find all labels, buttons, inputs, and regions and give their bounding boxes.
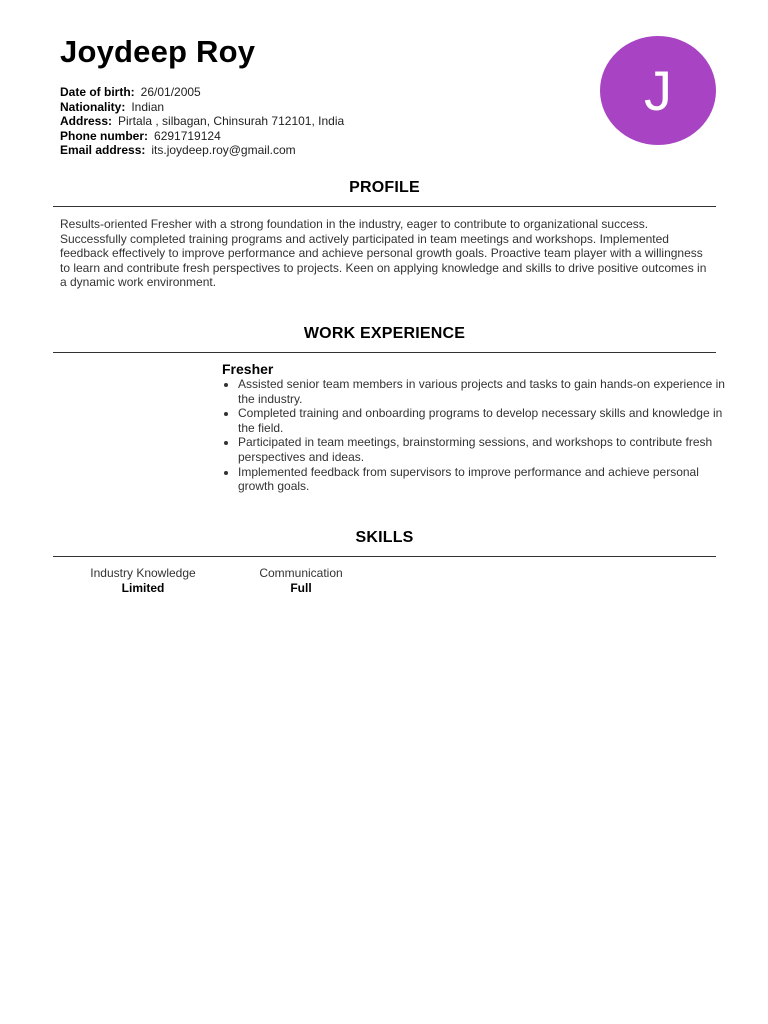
profile-summary: Results-oriented Fresher with a strong foundation in the industry, eager to contribute to organizational success. Successfully completed training programs and actively participated in team meetings and workshops. Implemented feedback effectively to improve performance and achieve personal growth goals. Proactive team player with a willingness to learn and contribute fresh perspectives to projects. Keen on applying knowledge and skills to drive positive outcomes in a dynamic work environment. xyxy=(60,217,707,290)
list-item: • Participated in team meetings, brainstorming sessions, and workshops to contribute fresh perspectives and ideas. xyxy=(238,435,728,464)
detail-value: Indian xyxy=(131,99,165,114)
avatar xyxy=(600,36,716,145)
detail-label: Email address: xyxy=(60,143,146,158)
section-divider xyxy=(53,206,716,207)
skill-industry-knowledge xyxy=(63,566,223,596)
detail-phone xyxy=(60,129,344,144)
detail-label: Nationality: xyxy=(60,99,126,114)
list-item: • Completed training and onboarding programs to develop necessary skills and knowledge in the field. xyxy=(238,406,728,435)
job-responsibilities xyxy=(222,377,728,494)
detail-value: its.joydeep.roy@gmail.com xyxy=(151,143,296,158)
detail-nationality xyxy=(60,100,344,115)
detail-value: 6291719124 xyxy=(154,128,221,143)
list-item: • Assisted senior team members in various projects and tasks to gain hands-on experience in the industry. xyxy=(238,377,728,406)
list-item: • Implemented feedback from supervisors to improve performance and achieve personal growth goals. xyxy=(238,465,728,494)
detail-label: Date of birth: xyxy=(60,85,135,99)
avatar-initial: J xyxy=(644,59,672,122)
section-title-profile: PROFILE xyxy=(349,179,420,196)
personal-details xyxy=(60,85,344,158)
skill-name: Communication xyxy=(259,566,343,580)
section-divider xyxy=(53,556,716,557)
skill-level: Limited xyxy=(121,581,165,595)
detail-address xyxy=(60,114,344,129)
section-title-work-experience: WORK EXPERIENCE xyxy=(303,325,466,342)
section-title-skills: SKILLS xyxy=(355,529,414,546)
job-title: Fresher xyxy=(222,361,274,377)
detail-label: Phone number: xyxy=(60,128,149,143)
detail-value: 26/01/2005 xyxy=(140,85,201,99)
detail-label: Address: xyxy=(60,114,113,129)
candidate-name: Joydeep Roy xyxy=(60,34,256,69)
detail-date-of-birth xyxy=(60,85,344,100)
detail-email xyxy=(60,143,344,158)
detail-value: Pirtala , silbagan, Chinsurah 712101, India xyxy=(118,114,345,129)
skill-communication xyxy=(221,566,381,596)
skill-name: Industry Knowledge xyxy=(90,566,196,580)
skill-level: Full xyxy=(290,581,312,595)
section-divider xyxy=(53,352,716,353)
